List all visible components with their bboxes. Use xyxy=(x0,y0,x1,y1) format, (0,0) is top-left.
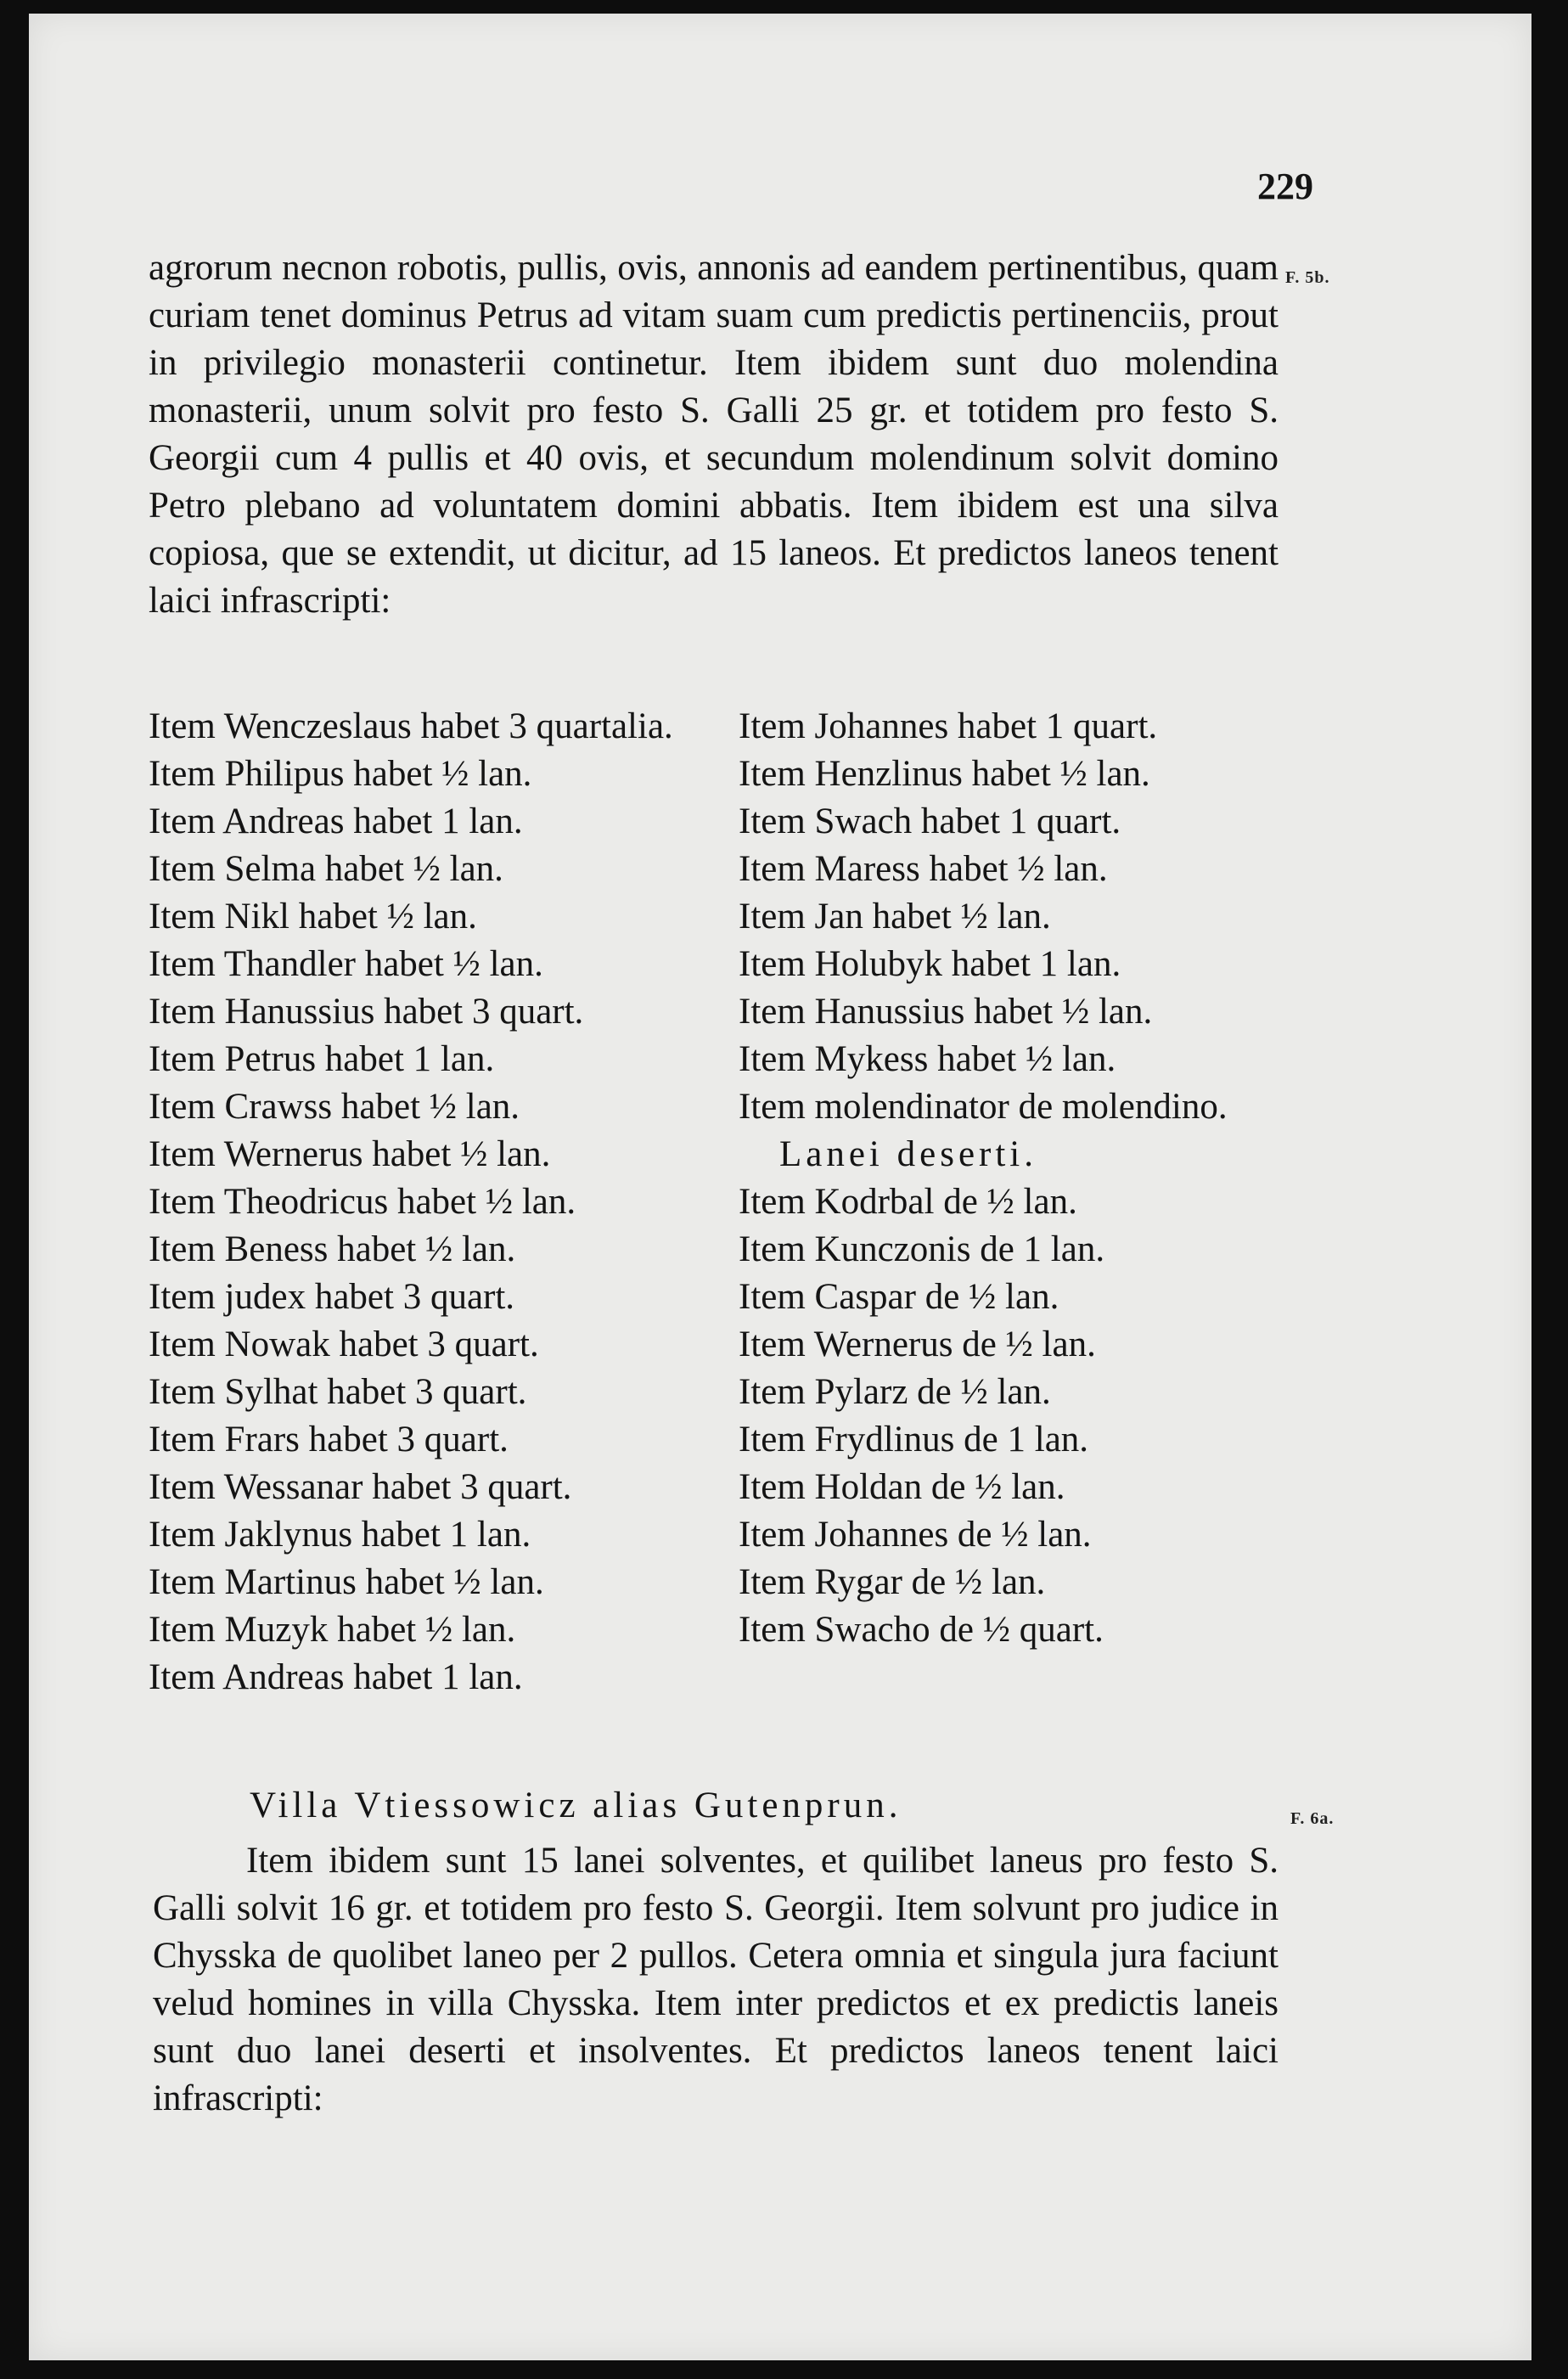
list-item: Item Swach habet 1 quart. xyxy=(739,801,1121,841)
list-item: Item Philipus habet ½ lan. xyxy=(149,754,532,794)
list-item: Item Hanussius habet 3 quart. xyxy=(149,992,584,1032)
paragraph-villa: Item ibidem sunt 15 lanei solventes, et quilibet laneus pro festo S. Galli solvit 16 gr. et totidem pro festo S. Georgii. Item solvunt pro judice in Chysska de quolibet laneo per 2 pullos. Cetera omnia et singula jura faciunt velud homines in villa Chysska. Item inter predictos et ex predictis laneis sunt duo lanei deserti et insolventes. Et predictos laneos tenent laici infrascripti: xyxy=(153,1841,1279,2118)
list-item: Item Petrus habet 1 lan. xyxy=(149,1039,495,1079)
list-item: Item Hanussius habet ½ lan. xyxy=(739,992,1153,1032)
list-item: Item Wenczeslaus habet 3 quartalia. xyxy=(149,706,673,746)
list-item: Item Kunczonis de 1 lan. xyxy=(739,1229,1105,1269)
margin-note-folio-6a: F. 6a. xyxy=(1290,1809,1335,1828)
list-item: Item Nikl habet ½ lan. xyxy=(149,897,477,936)
list-item: Item Thandler habet ½ lan. xyxy=(149,944,543,984)
list-item: Item Wernerus habet ½ lan. xyxy=(149,1134,551,1174)
tenant-list-right xyxy=(739,703,1290,1654)
list-item: Item Selma habet ½ lan. xyxy=(149,849,503,889)
list-item: Item Theodricus habet ½ lan. xyxy=(149,1182,576,1222)
page-number: 229 xyxy=(1257,166,1313,207)
list-item: Item Maress habet ½ lan. xyxy=(739,849,1108,889)
list-item: Item Sylhat habet 3 quart. xyxy=(149,1372,527,1412)
list-item: Item Crawss habet ½ lan. xyxy=(149,1087,520,1127)
list-item: Item Swacho de ½ quart. xyxy=(739,1610,1104,1650)
list-item: Item Martinus habet ½ lan. xyxy=(149,1562,544,1602)
list-item: Item Wernerus de ½ lan. xyxy=(739,1324,1096,1364)
list-item: Item Wessanar habet 3 quart. xyxy=(149,1467,572,1507)
tenant-list-left xyxy=(149,703,700,1701)
list-item: Item Jan habet ½ lan. xyxy=(739,897,1051,936)
list-item: Item Andreas habet 1 lan. xyxy=(149,1657,523,1697)
subheading-lanei-deserti: Lanei deserti. xyxy=(779,1134,1038,1174)
list-item: Item Rygar de ½ lan. xyxy=(739,1562,1046,1602)
list-item: Item Johannes de ½ lan. xyxy=(739,1515,1092,1555)
list-item: Item Caspar de ½ lan. xyxy=(739,1277,1059,1317)
list-item: Item Kodrbal de ½ lan. xyxy=(739,1182,1077,1222)
margin-note-folio-5b: F. 5b. xyxy=(1285,268,1330,287)
list-item: Item molendinator de molendino. xyxy=(739,1087,1228,1127)
list-item: Item Jaklynus habet 1 lan. xyxy=(149,1515,531,1555)
section-heading-villa: Villa Vtiessowicz alias Gutenprun. xyxy=(250,1786,902,1825)
list-item: Item Beness habet ½ lan. xyxy=(149,1229,516,1269)
list-item: Item Holdan de ½ lan. xyxy=(739,1467,1065,1507)
list-item: Item judex habet 3 quart. xyxy=(149,1277,515,1317)
list-item: Item Mykess habet ½ lan. xyxy=(739,1039,1116,1079)
list-item: Item Holubyk habet 1 lan. xyxy=(739,944,1121,984)
list-item: Item Johannes habet 1 quart. xyxy=(739,706,1158,746)
paragraph-intro: agrorum necnon robotis, pullis, ovis, annonis ad eandem pertinentibus, quam curiam tenet dominus Petrus ad vitam suam cum predictis pertinenciis, prout in privilegio monasterii continetur. Item ibidem sunt duo molendina monasterii, unum solvit pro festo S. Galli 25 gr. et totidem pro festo S. Georgii cum 4 pullis et 40 ovis, et secundum molendinum solvit domino Petro plebano ad voluntatem domini abbatis. Item ibidem est una silva copiosa, que se extendit, ut dicitur, ad 15 laneos. Et predictos laneos tenent laici infrascripti: xyxy=(149,248,1279,621)
list-item: Item Andreas habet 1 lan. xyxy=(149,801,523,841)
list-item: Item Frars habet 3 quart. xyxy=(149,1420,509,1459)
list-item: Item Henzlinus habet ½ lan. xyxy=(739,754,1150,794)
list-item: Item Muzyk habet ½ lan. xyxy=(149,1610,516,1650)
list-item: Item Frydlinus de 1 lan. xyxy=(739,1420,1089,1459)
list-item: Item Pylarz de ½ lan. xyxy=(739,1372,1051,1412)
list-item: Item Nowak habet 3 quart. xyxy=(149,1324,539,1364)
page xyxy=(29,14,1531,2360)
